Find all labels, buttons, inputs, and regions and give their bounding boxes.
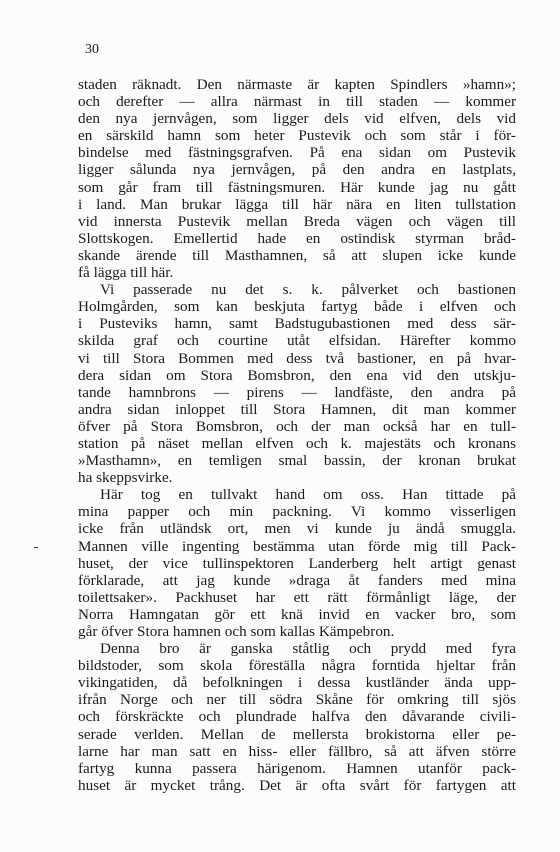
text-line: Slottskogen. Emellertid hade en ostindisk styrman bråd- xyxy=(78,229,516,247)
text-line: »Masthamn», en temligen smal bassin, der kronan brukat xyxy=(78,452,516,470)
text-line: i land. Man brukar lägga till här nära en liten tullstation xyxy=(78,195,516,213)
text-line: skande ärende till Masthamnen, så att slupen icke kunde xyxy=(78,246,516,264)
text-line: öfver på Stora Bomsbron, och der man också har en tull- xyxy=(78,417,516,435)
text-line: tande hamnbrons — pirens — landfäste, den andra på xyxy=(78,383,516,401)
text-line: mina papper och min packning. Vi kommo visserligen xyxy=(78,503,516,521)
text-line: huset är mycket trång. Det är ofta svårt för fartygen att xyxy=(78,776,516,794)
text-line: som går fram till fästningsmuren. Här kunde jag nu gått xyxy=(78,178,516,196)
text-line: en särskild hamn som heter Pustevik och som står i för- xyxy=(78,127,516,145)
text-line: ha skeppsvirke. xyxy=(78,469,173,487)
text-line: vid innersta Pustevik mellan Breda vägen och vägen till xyxy=(78,212,516,230)
text-line: Vi passerade nu det s. k. pålverket och bastionen xyxy=(100,281,516,299)
text-line: huset, der vice tullinspektoren Landerberg helt artigt genast xyxy=(78,554,516,572)
text-line: går öfver Stora hamnen och som kallas Kämpebron. xyxy=(78,623,395,640)
text-line: staden räknadt. Den närmaste är kapten Spindlers »hamn»; xyxy=(78,76,516,93)
text-line: bindelse med fästningsgrafven. På ena sidan om Pustevik xyxy=(78,144,516,162)
text-line: icke från utländsk ort, men vi kunde ju ändå smuggla. xyxy=(78,520,516,538)
page-number: 30 xyxy=(85,42,99,57)
text-line: dera sidan om Stora Bomsbron, den ena vid den utskju- xyxy=(78,366,516,384)
text-line: andra sidan inloppet till Stora Hamnen, dit man kommer xyxy=(78,400,516,418)
text-line: vi till Stora Bommen med dess två bastioner, en på hvar- xyxy=(78,349,516,367)
text-line: ligger sålunda nya jernvågen, på den andra en lastplats, xyxy=(78,161,516,179)
text-line: serade verlden. Mellan de mellersta brokistorna eller pe- xyxy=(78,725,516,743)
text-line: ifrån Norge och ner till södra Skåne för omkring till sjös xyxy=(78,691,516,709)
text-line: i Pusteviks hamn, samt Badstugubastionen med dess sär- xyxy=(78,315,516,333)
text-line: den nya jernvågen, som ligger dels vid elfven, dels vid xyxy=(78,110,516,128)
text-line: och derefter — allra närmast in till staden — kommer xyxy=(78,93,516,111)
body-text xyxy=(78,76,516,794)
margin-mark xyxy=(34,547,38,548)
text-line: Holmgården, som kan beskjuta fartyg både i elfven och xyxy=(78,298,516,316)
text-line: toilettsaker». Packhuset har ett rätt förmånligt läge, der xyxy=(78,588,516,606)
text-line: Här tog en tullvakt hand om oss. Han tittade på xyxy=(100,486,516,504)
text-line: skilda graf och courtine utåt elfsidan. Härefter kommo xyxy=(78,332,516,350)
text-line: vikingatiden, då befolkningen i dessa kustländer ända upp- xyxy=(78,674,516,692)
text-line: Norra Hamngatan gör ett knä invid en vacker bro, som xyxy=(78,605,516,623)
text-line: få lägga till här. xyxy=(78,264,174,282)
text-line: och förskräckte och plundrade halfva den dåvarande civili- xyxy=(78,708,516,726)
text-line: station på näset mellan elfven och k. majestäts och kronans xyxy=(78,434,516,452)
text-line: larne har man satt en hiss- eller fällbro, så att äfven större xyxy=(78,742,516,760)
text-line: bildstoder, som skola föreställa några forntida hjeltar från xyxy=(78,657,516,675)
text-line: Mannen ville ingenting bestämma utan förde mig till Pack- xyxy=(78,537,516,555)
text-line: Denna bro är ganska ståtlig och prydd med fyra xyxy=(100,640,516,658)
text-line: fartyg kunna passera härigenom. Hamnen utanför pack- xyxy=(78,759,516,777)
text-line: förklarade, att jag kunde »draga åt fanders med mina xyxy=(78,571,516,589)
